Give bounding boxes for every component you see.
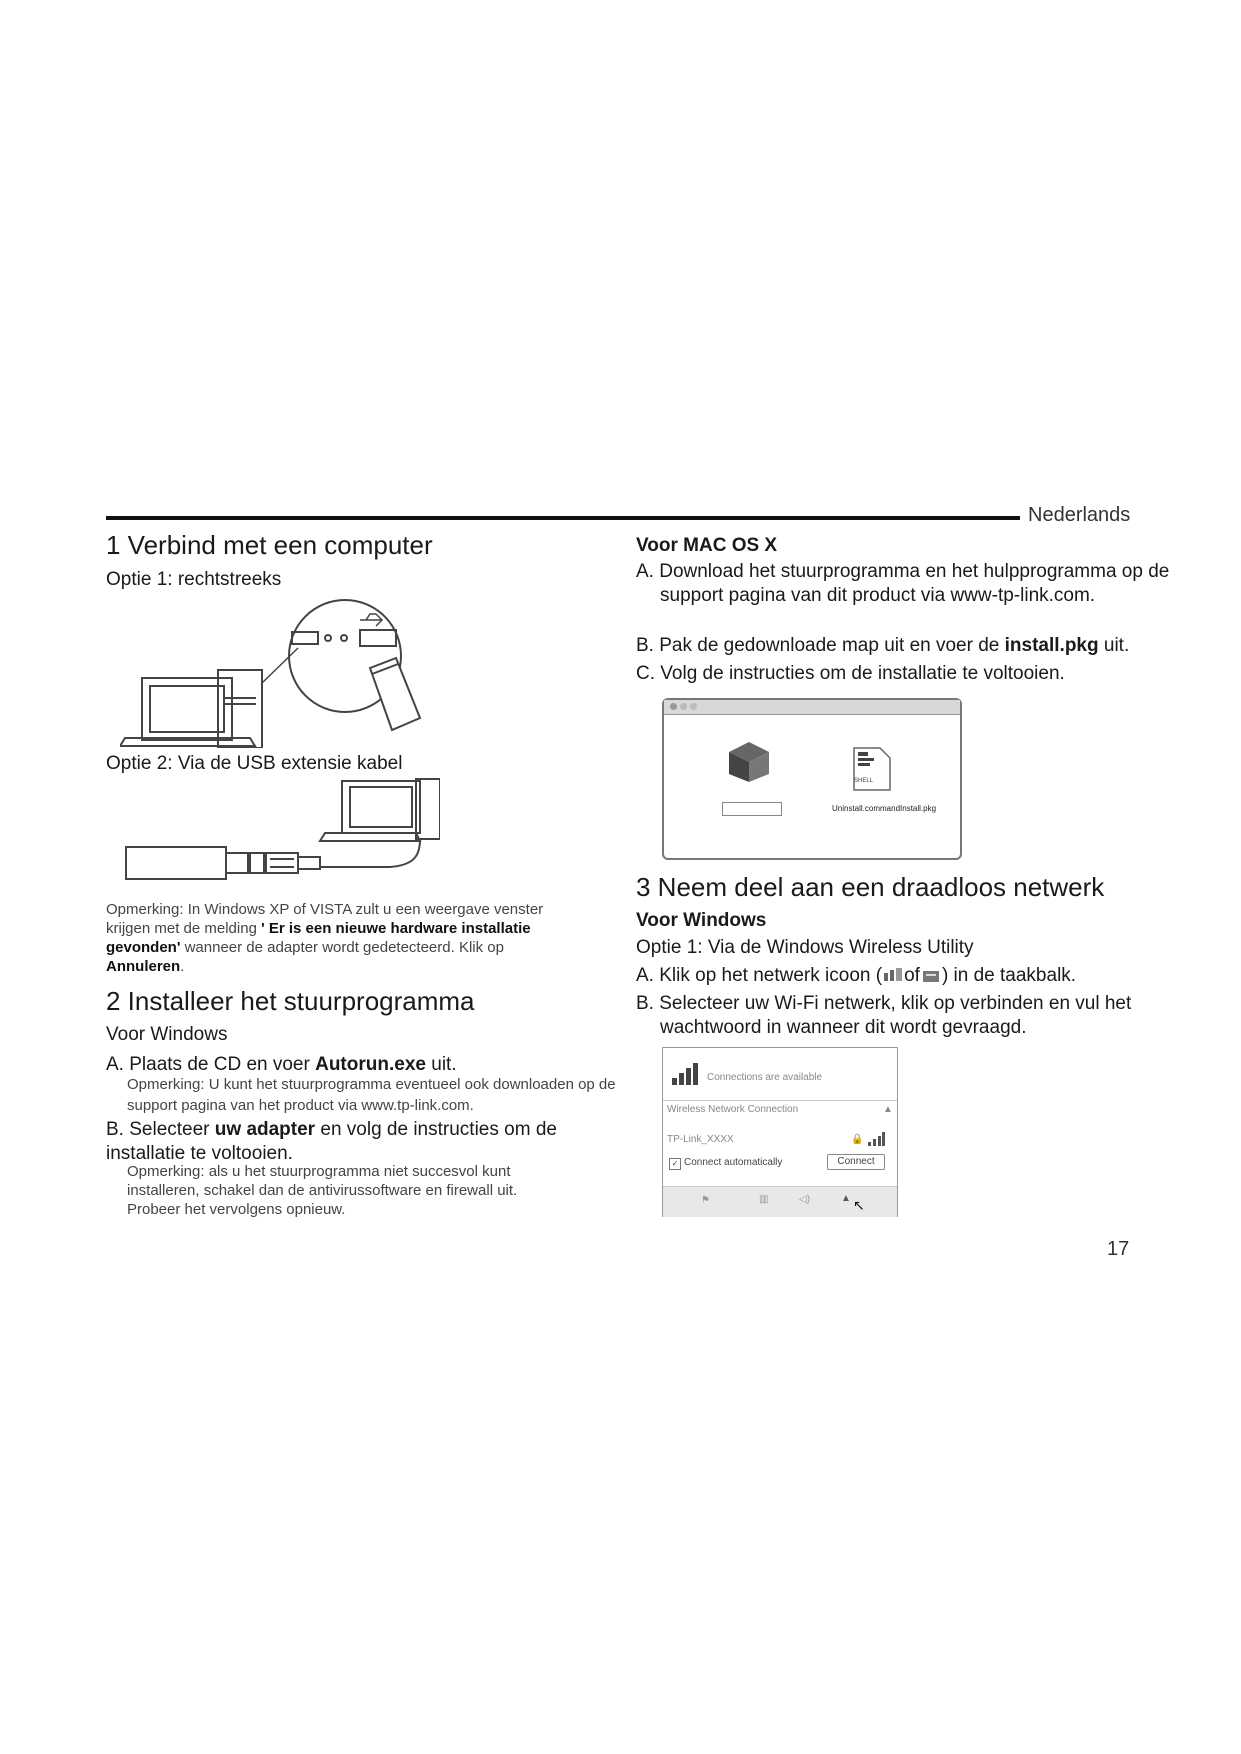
taskbar-wifi-icon[interactable]: ▲ <box>841 1193 851 1204</box>
signal-bars-icon <box>671 1062 701 1086</box>
file-label: Uninstall.commandInstall.pkg <box>832 804 937 813</box>
header-rule <box>106 516 1020 520</box>
taskbar-flag-icon[interactable]: ⚑ <box>701 1195 710 1206</box>
section2-title: 2 Installeer het stuurprogramma <box>106 986 475 1016</box>
popup-header: Connections are available <box>707 1072 823 1083</box>
mac-step-a: A. Download het stuurprogramma en het hulpprogramma op de support pagina van dit product via www-tp-link.com. <box>636 561 1170 606</box>
lock-icon: 🔒 <box>851 1134 864 1145</box>
section3-title: 3 Neem deel aan een draadloos netwerk <box>636 872 1105 902</box>
taskbar <box>663 1186 897 1217</box>
option2-label: Optie 2: Via de USB extensie kabel <box>106 753 403 774</box>
mac-step-b: B. Pak de gedownloade map uit en voer de install.pkg uit. <box>636 635 1130 656</box>
connect-auto-label: Connect automatically <box>684 1157 783 1168</box>
connect-auto-checkbox[interactable]: ✓ <box>669 1158 681 1170</box>
network-name[interactable]: TP-Link_XXXX <box>667 1134 734 1145</box>
minimize-dot-icon[interactable] <box>680 703 687 710</box>
window-titlebar <box>664 700 960 715</box>
section2-subtitle: Voor Windows <box>106 1024 228 1045</box>
section2-step-b: B. Selecteer uw adapter en volg de instructies om de installatie te voltooien. <box>106 1119 557 1164</box>
usb-extension-illustration <box>120 775 440 890</box>
taskbar-volume-icon[interactable]: ◁) <box>799 1194 811 1205</box>
wifi-signal-icon <box>867 1132 885 1146</box>
mac-title: Voor MAC OS X <box>636 535 778 556</box>
language-label: Nederlands <box>1028 504 1131 526</box>
taskbar-network-icon[interactable]: ▥ <box>759 1194 769 1205</box>
direct-connection-illustration <box>120 598 450 748</box>
section1-note: Opmerking: In Windows XP of VISTA zult u een weergave venster krijgen met de melding ' Er is een nieuwe hardware installatie gevonden' wanneer de adapter wordt gedetecteerd. Klik op Annuleren. <box>106 901 544 975</box>
mac-installer-window <box>662 698 962 860</box>
package-icon[interactable] <box>724 738 774 784</box>
popup-divider <box>663 1100 897 1101</box>
section1-title: 1 Verbind met een computer <box>106 530 433 560</box>
close-dot-icon[interactable] <box>670 703 677 710</box>
network-wireless-icon <box>920 966 942 982</box>
mac-step-c: C. Volg de instructies om de installatie te voltooien. <box>636 663 1065 684</box>
wireless-popup <box>662 1047 898 1217</box>
section2-note-a: Opmerking: U kunt het stuurprogramma eventueel ook downloaden op de support pagina van het product via www.tp-link.com. <box>127 1076 616 1114</box>
section3-subtitle: Voor Windows <box>636 910 767 931</box>
network-wired-icon <box>882 966 904 982</box>
connect-button[interactable]: Connect <box>827 1154 885 1170</box>
popup-group: Wireless Network Connection <box>667 1104 799 1115</box>
shell-script-icon[interactable] <box>852 746 892 792</box>
collapse-chevron-icon[interactable]: ▲ <box>883 1104 893 1115</box>
section2-step-a: A. Plaats de CD en voer Autorun.exe uit. <box>106 1054 457 1075</box>
shell-label: SHELL <box>854 778 874 784</box>
page-number: 17 <box>1107 1238 1130 1260</box>
package-name-field[interactable] <box>722 802 782 816</box>
section2-note-b: Opmerking: als u het stuurprogramma niet succesvol kunt installeren, schakel dan de antivirussoftware en firewall uit. Probeer het vervolgens opnieuw. <box>127 1163 518 1218</box>
zoom-dot-icon[interactable] <box>690 703 697 710</box>
mouse-cursor-icon: ↖ <box>853 1197 865 1213</box>
section3-step-a: A. Klik op het netwerk icoon ( of ) in de taakbalk. <box>636 965 1077 986</box>
section3-step-b: B. Selecteer uw Wi-Fi netwerk, klik op verbinden en vul het wachtwoord in wanneer dit wordt gevraagd. <box>636 993 1132 1038</box>
option1-label: Optie 1: rechtstreeks <box>106 569 282 590</box>
section3-option1: Optie 1: Via de Windows Wireless Utility <box>636 937 974 958</box>
